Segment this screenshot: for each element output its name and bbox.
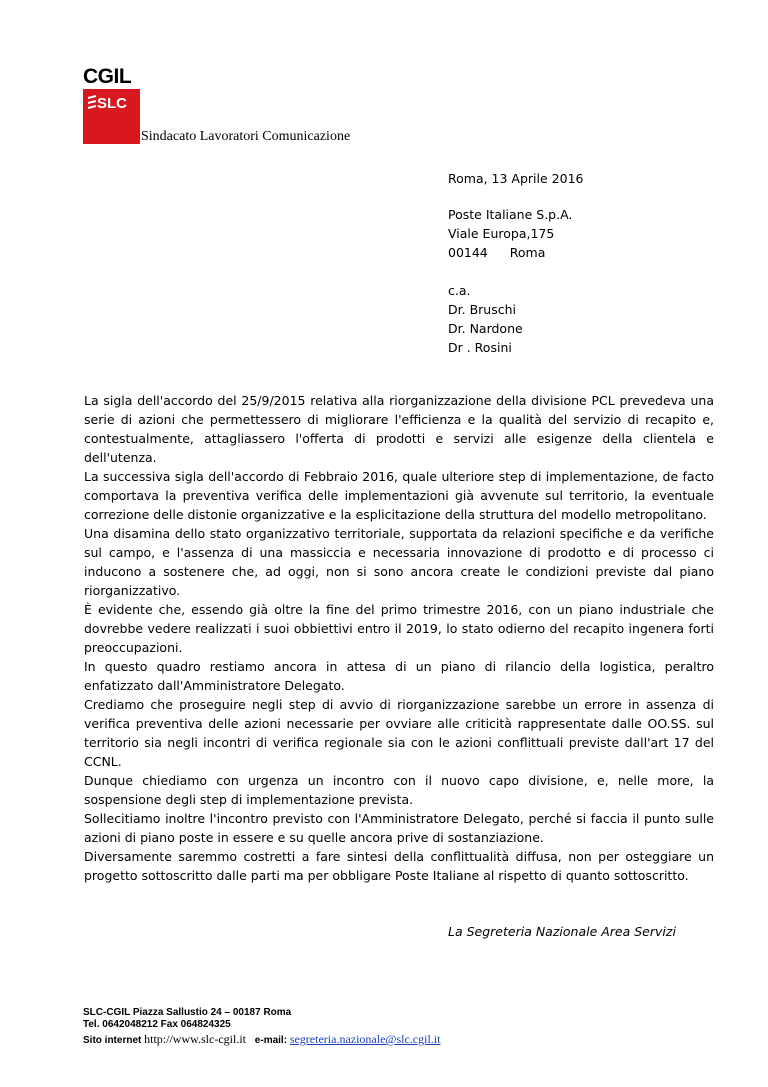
recipient-ca: c.a. <box>448 283 471 298</box>
letter-body <box>84 391 714 885</box>
footer-email-link[interactable]: segreteria.nazionale@slc.cgil.it <box>289 1032 441 1046</box>
recipient-postal-line <box>448 245 545 261</box>
body-paragraph: Una disamina dello stato organizzativo territoriale, supportata da relazioni specifiche e da verifiche sul campo, e l'assenza di una massiccia e necessaria innovazione di prodotto e di processo ci inducono a sostenere che, ad oggi, non si sono ancora create le condizioni previste dal piano riorganizzativo. <box>84 526 714 598</box>
footer-site-label: Sito internet <box>83 1035 145 1046</box>
letter-date: Roma, 13 Aprile 2016 <box>448 171 584 186</box>
footer-phones: Tel. 0642048212 Fax 064824325 <box>83 1019 231 1030</box>
recipient-city: Roma <box>509 245 546 260</box>
recipient-name: Dr . Rosini <box>448 340 512 355</box>
footer-contacts <box>83 1033 440 1047</box>
body-paragraph: È evidente che, essendo già oltre la fine del primo trimestre 2016, con un piano industriale che dovrebbe vedere realizzati i suoi obbiettivi entro il 2019, lo stato odierno del recapito ingenera forti preoccupazioni. <box>84 602 714 655</box>
signature: La Segreteria Nazionale Area Servizi <box>448 924 676 939</box>
logo-cgil-text: CGIL <box>83 65 132 88</box>
recipient-name: Dr. Bruschi <box>448 302 516 317</box>
body-paragraph: La successiva sigla dell'accordo di Febbraio 2016, quale ulteriore step di implementazione, de facto comportava la preventiva verifica delle implementazioni già avvenute sul territorio, la eventuale correzione delle distonie organizzative e la esplicitazione della struttura del modello metropolitano. <box>84 469 714 522</box>
body-paragraph: Sollecitiamo inoltre l'incontro previsto con l'Amministratore Delegato, perché si faccia il punto sulle azioni di piano poste in essere e su quelle ancora prive di sostanziazione. <box>84 811 714 845</box>
recipient-postal-code: 00144 <box>448 245 488 260</box>
recipient-name: Dr. Nardone <box>448 321 523 336</box>
slc-stripes-icon <box>87 94 97 114</box>
body-paragraph: Diversamente saremmo costretti a fare sintesi della conflittualità diffusa, non per osteggiare un progetto sottoscritto dalle parti ma per obbligare Poste Italiane al rispetto di quanto sottoscritto. <box>84 849 714 883</box>
logo-slc-text: SLC <box>97 95 127 112</box>
body-paragraph: In questo quadro restiamo ancora in attesa di un piano di rilancio della logistica, peraltro enfatizzato dall'Amministratore Delegato. <box>84 659 714 693</box>
letter-footer <box>83 1007 440 1047</box>
body-paragraph: La sigla dell'accordo del 25/9/2015 relativa alla riorganizzazione della divisione PCL prevedeva una serie di azioni che permettessero di migliorare l'efficienza e la qualità del servizio di recapito e, contestualmente, attagliassero l'offerta di prodotti e servizi alle esigenze della clientela e dell'utenza. <box>84 393 714 465</box>
body-paragraph: Crediamo che proseguire negli step di avvio di riorganizzazione sarebbe un errore in assenza di verifica preventiva delle azioni necessarie per ovviare alle criticità rappresentate dalle OO.SS. sul territorio sia negli incontri di verifica regionale sia con le azioni conflittuali previste dall'art 17 del CCNL. <box>84 697 714 769</box>
recipient-street: Viale Europa,175 <box>448 226 555 241</box>
union-tagline: Sindacato Lavoratori Comunicazione <box>141 129 351 144</box>
cgil-slc-logo <box>83 66 140 144</box>
recipient-company: Poste Italiane S.p.A. <box>448 207 573 222</box>
footer-address: SLC-CGIL Piazza Sallustio 24 – 00187 Roma <box>83 1007 292 1018</box>
footer-site-url[interactable]: http://www.slc-cgil.it <box>144 1032 247 1046</box>
footer-email-label: e-mail: <box>254 1035 290 1046</box>
body-paragraph: Dunque chiediamo con urgenza un incontro con il nuovo capo divisione, e, nelle more, la sospensione degli step di implementazione prevista. <box>84 773 714 807</box>
